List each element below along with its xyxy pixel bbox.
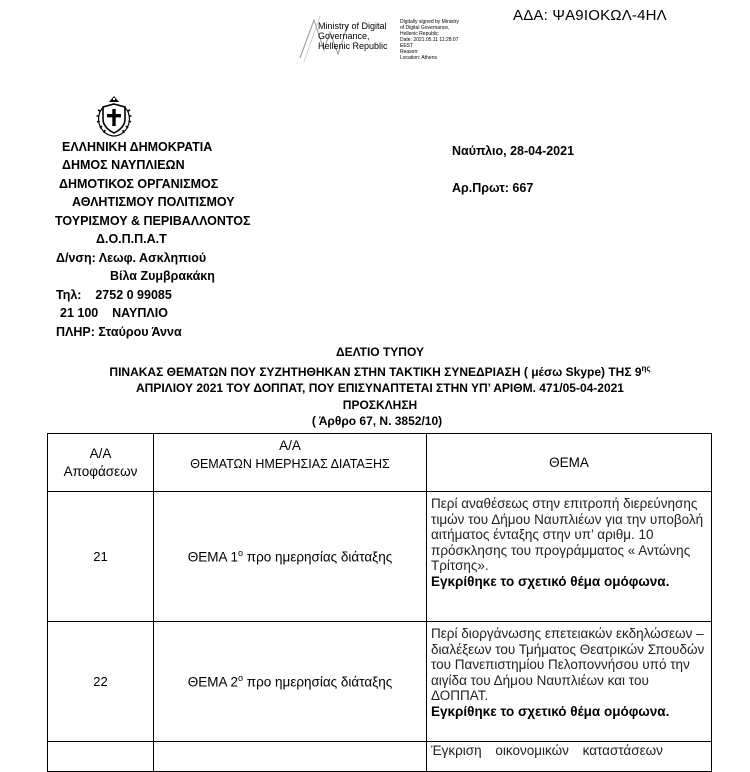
header-line: Α/Α: [279, 438, 301, 453]
sender-contact-line: ΠΛΗΡ: Σταύρου Άννα: [56, 325, 182, 339]
table-row-partial: [48, 742, 712, 772]
signature-detail-line: of Digital Governance,: [400, 25, 450, 31]
signature-issuer-line: Governance,: [318, 31, 370, 41]
greek-emblem-icon: [95, 95, 133, 137]
topic-suffix: προ ημερησίας διάταξης: [243, 674, 393, 690]
signature-detail-line: Location: Athens: [400, 55, 437, 61]
title-legal-reference: ( Άρθρο 67, Ν. 3852/10): [311, 414, 443, 428]
header-agenda-number: [154, 434, 427, 492]
signature-issuer-line: Hellenic Republic: [318, 41, 388, 51]
decision-number-cell: 22: [48, 622, 154, 742]
table-row: [48, 622, 712, 742]
agenda-topic-cell: [154, 622, 427, 742]
ada-number: ΑΔΑ: ΨΑ9ΙΟΚΩΛ-4ΗΛ: [513, 7, 667, 24]
agenda-topic-cell: [154, 742, 427, 772]
subject-description: Περί διοργάνωσης επετειακών εκδηλώσεων – διαλέξεων του Τμήματος Θεατρικών Σπουδών του Πανεπιστημίου Πελοποννήσου υπό την αιγίδα του Δήμου Ναυπλιέων και του ΔΟΠΠΑΤ.: [431, 626, 705, 703]
sender-org-line: ΤΟΥΡΙΣΜΟΥ & ΠΕΡΙΒΑΛΛΟΝΤΟΣ: [55, 214, 251, 228]
sender-phone-line: Τηλ: 2752 0 99085: [56, 288, 172, 302]
signature-detail-line: Date: 2021.05.11 11:28:07: [400, 37, 459, 43]
subject-cell: [427, 622, 712, 742]
protocol-number: Αρ.Πρωτ: 667: [452, 181, 534, 195]
decision-number-cell: [48, 742, 154, 772]
document-title: [40, 344, 720, 430]
title-subject-line: [40, 361, 720, 381]
sender-org-line: Δ.Ο.Π.Π.Α.Τ: [96, 232, 167, 246]
table-header-row: [48, 434, 712, 492]
subject-cell: [427, 492, 712, 622]
header-decision-number: [48, 434, 154, 492]
sender-address-line: Βίλα Ζυμβρακάκη: [110, 269, 215, 283]
topic-suffix: προ ημερησίας διάταξης: [243, 549, 393, 565]
document-date: Ναύπλιο, 28-04-2021: [452, 144, 575, 158]
signature-detail-line: EEST: [400, 43, 414, 49]
signature-details: [400, 19, 459, 61]
signature-block: [306, 18, 506, 66]
signature-detail-line: Reason:: [400, 49, 419, 55]
agenda-topic-cell: [154, 492, 427, 622]
sender-org-line: ΔΗΜΟΣ ΝΑΥΠΛΙΕΩΝ: [62, 158, 185, 172]
topic-label: ΘΕΜΑ 1: [187, 549, 239, 565]
title-press-release: ΔΕΛΤΙΟ ΤΥΠΟΥ: [336, 345, 424, 359]
subject-cell: [427, 742, 712, 772]
decision-number-cell: 21: [48, 492, 154, 622]
signature-detail-line: Hellenic Republic: [400, 31, 439, 37]
topic-sup: ο: [238, 673, 244, 684]
sender-org-line: ΔΗΜΟΤΙΚΟΣ ΟΡΓΑΝΙΣΜΟΣ: [59, 177, 219, 191]
title-subject-text: ΠΙΝΑΚΑΣ ΘΕΜΑΤΩΝ ΠΟΥ ΣΥΖΗΤΗΘΗΚΑΝ ΣΤΗΝ ΤΑΚΤΙΚΗ ΣΥΝΕΔΡΙΑΣΗ ( μέσω Skype) ΤΗΣ 9: [109, 364, 642, 379]
header-line: ΘΕΜΑΤΩΝ ΗΜΕΡΗΣΙΑΣ ΔΙΑΤΑΞΗΣ: [190, 457, 390, 471]
topic-label: ΘΕΜΑ 2: [187, 674, 239, 690]
subject-description: Περί αναθέσεως στην επιτροπή διερεύνησης τιμών του Δήμου Ναυπλιέων για την υποβολή αιτήματος ένταξης στην υπ’ αριθμ. 10 πρόσκλησης του προγράμματος « Αντώνης Τρίτσης».: [431, 496, 704, 573]
signature-issuer-line: Ministry of Digital: [318, 21, 387, 31]
sender-postcode-line: 21 100 ΝΑΥΠΛΙΟ: [60, 306, 168, 320]
title-subject-line-2: ΑΠΡΙΛΙΟΥ 2021 ΤΟΥ ΔΟΠΠΑΤ, ΠΟΥ ΕΠΙΣΥΝΑΠΤΕΤΑΙ ΣΤΗΝ ΥΠ’ ΑΡΙΘΜ. 471/05-04-2021: [136, 381, 624, 395]
header-subject: ΘΕΜΑ: [427, 434, 712, 492]
subject-description-partial: Έγκριση οικονομικών καταστάσεων: [431, 743, 663, 758]
table-row: [48, 492, 712, 622]
subject-result: Εγκρίθηκε το σχετικό θέμα ομόφωνα.: [431, 703, 670, 719]
topic-sup: ο: [238, 548, 244, 559]
sender-address-line: Δ/νση: Λεωφ. Ασκληπιού: [56, 251, 207, 265]
header-line: Α/Α: [89, 445, 112, 461]
topics-table: [47, 433, 712, 772]
signature-issuer: [318, 21, 388, 51]
title-subject-sup: ης: [641, 363, 651, 373]
signature-detail-line: Digitally signed by Ministry: [400, 19, 459, 25]
sender-org-line: ΕΛΛΗΝΙΚΗ ΔΗΜΟΚΡΑΤΙΑ: [62, 140, 213, 154]
title-invitation: ΠΡΟΣΚΛΗΣΗ: [342, 397, 418, 412]
sender-org-line: ΑΘΛΗΤΙΣΜΟΥ ΠΟΛΙΤΙΣΜΟΥ: [72, 195, 235, 209]
subject-result: Εγκρίθηκε το σχετικό θέμα ομόφωνα.: [431, 573, 670, 589]
header-line: Αποφάσεων: [63, 463, 138, 479]
